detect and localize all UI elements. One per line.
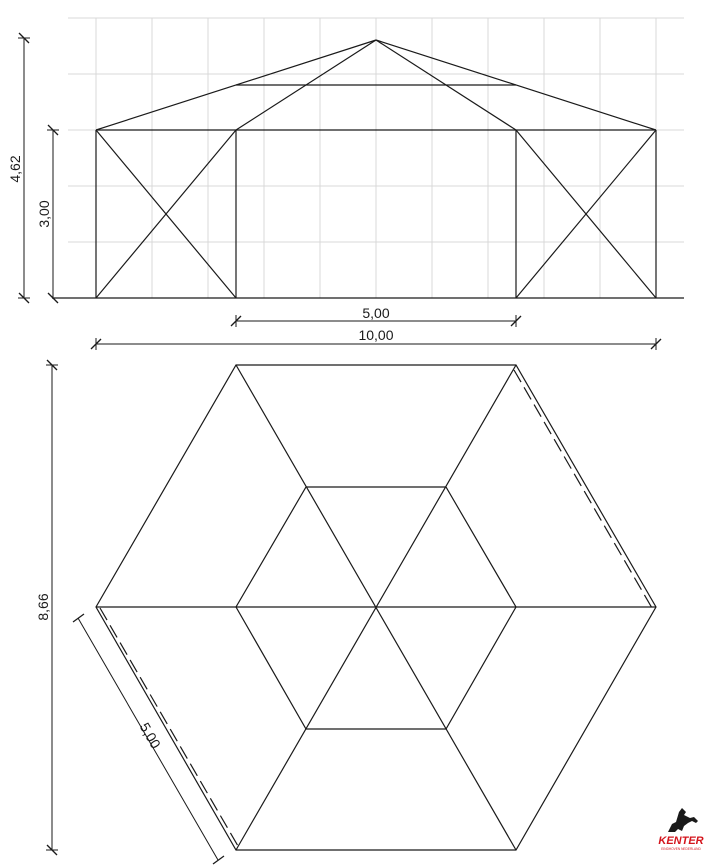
dimension-wall-height	[36, 125, 59, 303]
dim-plan-height-label: 8,66	[35, 593, 51, 621]
elevation-grid	[68, 18, 684, 298]
dashed-side-right	[514, 370, 652, 608]
dashed-side-left	[100, 608, 238, 846]
dim-middle-width-label: 5,00	[362, 305, 390, 321]
horse-logo-icon	[668, 808, 698, 832]
dimension-total-width	[91, 327, 661, 350]
brand-tagline: EINDHOVEN NEDERLAND	[661, 847, 701, 851]
dim-side-length-label: 5,00	[136, 719, 165, 752]
plan-view	[35, 360, 656, 864]
dimension-middle-width	[231, 305, 521, 327]
kenter-logo	[658, 808, 703, 851]
dim-total-height-label: 4,62	[7, 155, 23, 183]
dim-total-width-label: 10,00	[358, 327, 394, 343]
dimension-total-height	[7, 33, 30, 303]
brand-name: KENTER	[658, 835, 704, 847]
dimension-plan-height	[35, 360, 58, 855]
elevation-view	[7, 18, 684, 350]
roof-ridges	[96, 365, 656, 850]
dim-wall-height-label: 3,00	[36, 200, 52, 228]
dimension-side-length	[73, 614, 224, 864]
